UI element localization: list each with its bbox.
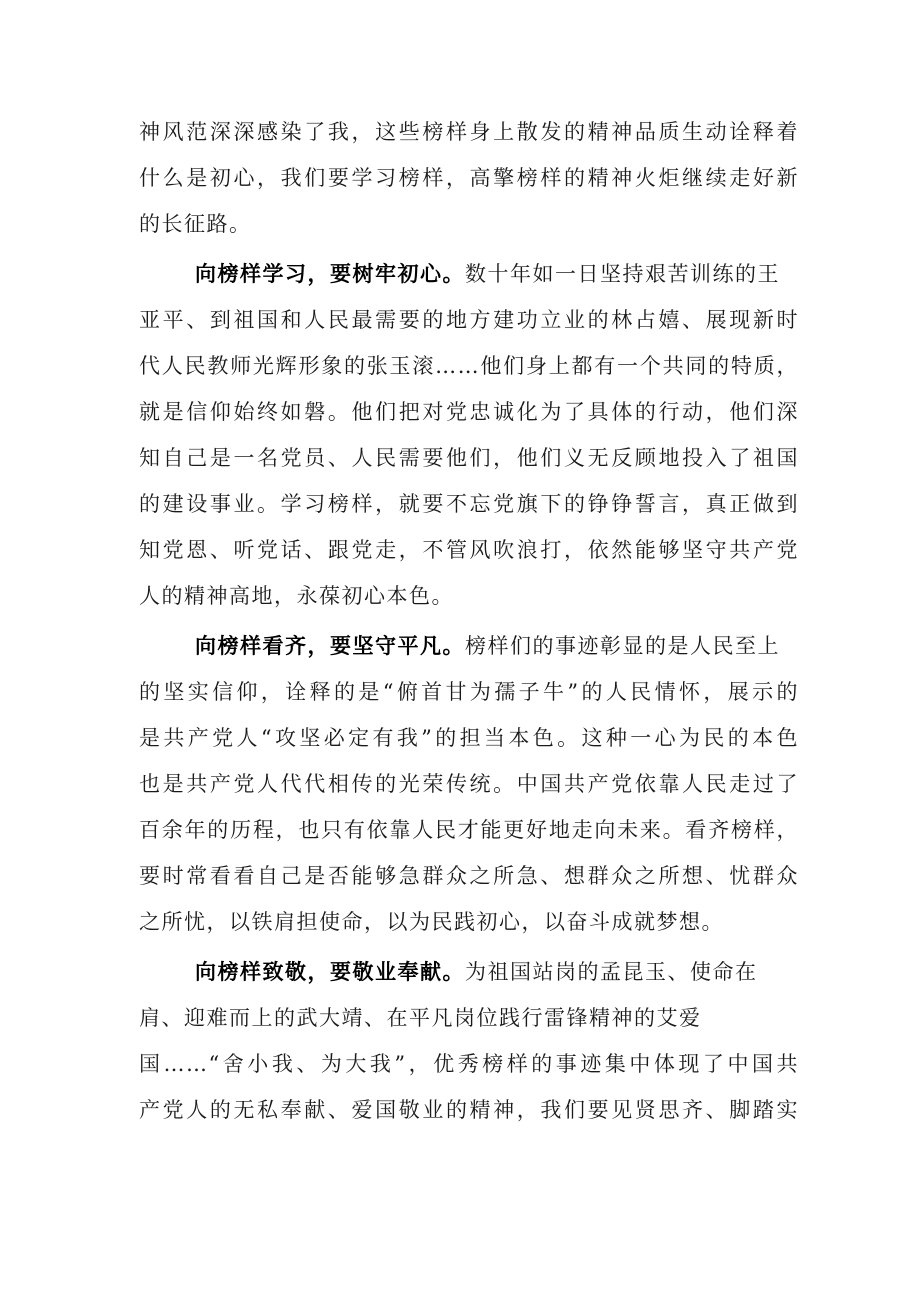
document-body [139, 109, 799, 1133]
text-line: 知自己是一名党员、人民需要他们，他们义无反顾地投入了祖国 [139, 446, 799, 470]
text-line: 产党人的无私奉献、爱国敬业的精神，我们要见贤思齐、脚踏实 [139, 1098, 799, 1122]
text-line: 的建设事业。学习榜样，就要不忘党旗下的铮铮誓言，真正做到 [139, 492, 799, 516]
paragraph [139, 949, 799, 1133]
text-line: 知党恩、听党话、跟党走，不管风吹浪打，依然能够坚守共产党 [139, 538, 799, 562]
paragraph-first-line-text: 数十年如一日坚持艰苦训练的王 [465, 262, 780, 286]
text-line: 什么是初心，我们要学习榜样，高擎榜样的精神火炬继续走好新 [139, 166, 799, 190]
paragraph-first-line-text: 为祖国站岗的孟昆玉、使命在 [465, 960, 758, 984]
text-line: 的坚实信仰，诠释的是“俯首甘为孺子牛”的人民情怀，展示的 [139, 680, 799, 704]
text-line: 的长征路。 [139, 212, 252, 236]
paragraph [139, 251, 799, 619]
text-line: 亚平、到祖国和人民最需要的地方建功立业的林占嬉、展现新时 [139, 308, 799, 332]
text-line: 也是共产党人代代相传的光荣传统。中国共产党依靠人民走过了 [139, 772, 799, 796]
text-line: 是共产党人“攻坚必定有我”的担当本色。这种一心为民的本色 [139, 726, 799, 750]
text-line: 国……“舍小我、为大我”，优秀榜样的事迹集中体现了中国共 [139, 1052, 799, 1076]
text-line: 百余年的历程，也只有依靠人民才能更好地走向未来。看齐榜样， [139, 818, 799, 842]
text-line: 人的精神高地，永葆初心本色。 [139, 584, 454, 608]
text-line: 肩、迎难而上的武大靖、在平凡岗位践行雷锋精神的艾爱 [139, 1006, 702, 1030]
text-line: 就是信仰始终如磐。他们把对党忠诚化为了具体的行动，他们深 [139, 400, 799, 424]
paragraph-first-line [139, 623, 799, 669]
text-line: 神风范深深感染了我，这些榜样身上散发的精神品质生动诠释着 [139, 120, 799, 144]
paragraph-lead: 向榜样看齐，要坚守平凡。 [195, 634, 465, 658]
paragraph-first-line [139, 949, 799, 995]
paragraph [139, 109, 799, 247]
paragraph [139, 623, 799, 945]
paragraph-first-line-text: 榜样们的事迹彰显的是人民至上 [465, 634, 780, 658]
text-line: 代人民教师光辉形象的张玉滚……他们身上都有一个共同的特质， [139, 354, 799, 378]
text-line: 要时常看看自己是否能够急群众之所急、想群众之所想、忧群众 [139, 864, 799, 888]
paragraph-first-line [139, 251, 799, 297]
text-line: 之所忧，以铁肩担使命，以为民践初心，以奋斗成就梦想。 [139, 910, 724, 934]
paragraph-lead: 向榜样致敬，要敬业奉献。 [195, 960, 465, 984]
paragraph-lead: 向榜样学习，要树牢初心。 [195, 262, 465, 286]
